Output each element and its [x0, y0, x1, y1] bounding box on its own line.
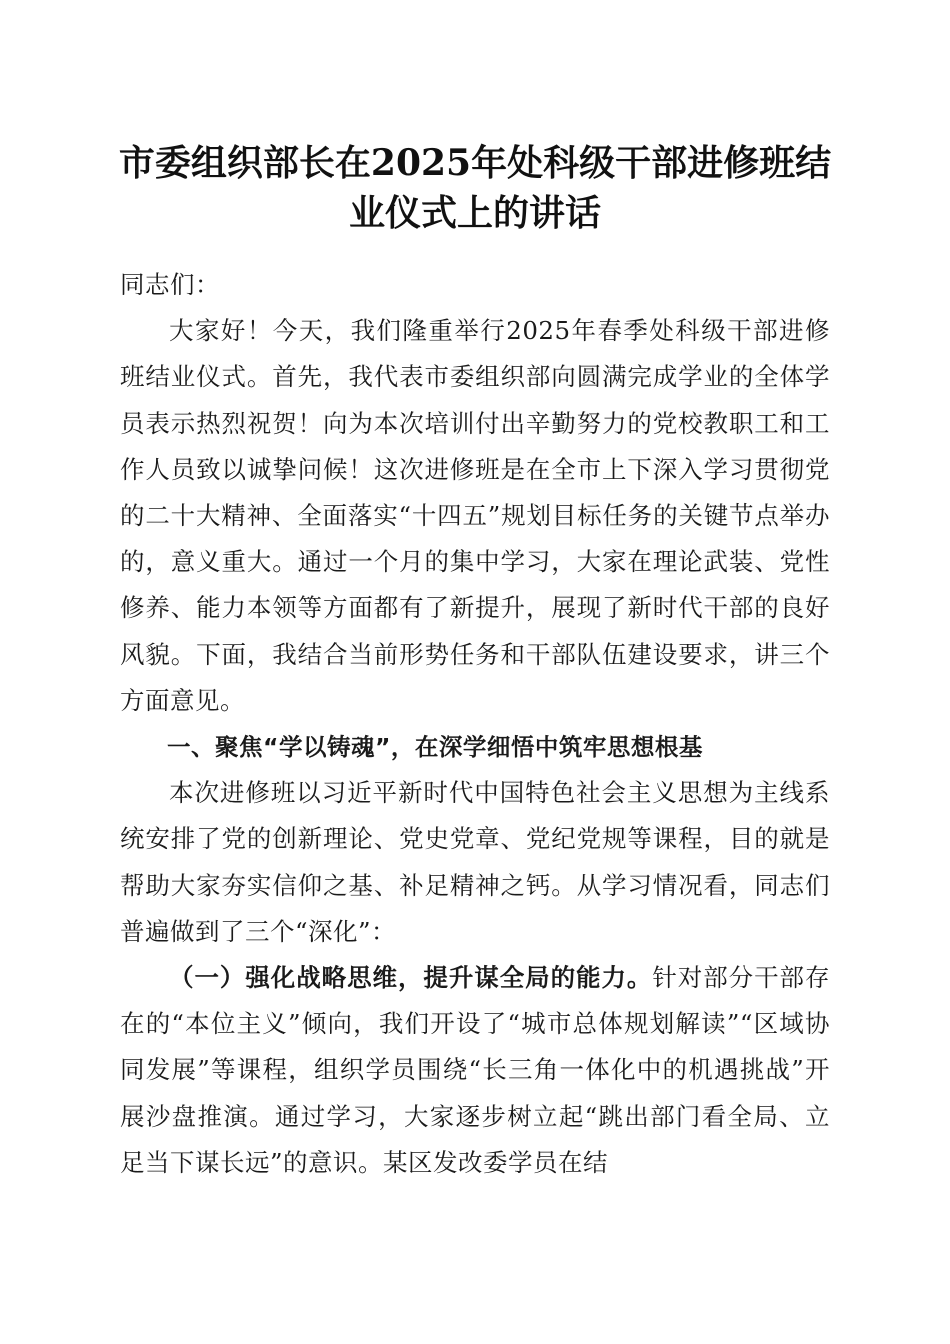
title-line-2: 业仪式上的讲话 — [348, 192, 601, 234]
title-line-1: 市委组织部长在2025年处科级干部进修班结 — [118, 142, 832, 184]
section-heading-1: 一、聚焦“学以铸魂”，在深学细悟中筑牢思想根基 — [167, 733, 703, 762]
subsection-text: 针对部分干部存在的“本位主义”倾向，我们开设了“城市总体规划解读”“区域协同发展”等课程，组织学员围绕“长三角一体化中的机遇挑战”开展沙盘推演。通过学习，大家逐步树立起“跳出部门看全局、立足当下谋长远”的意识。某区发改委学员在结 — [120, 963, 830, 1177]
paragraph-opening: 大家好！今天，我们隆重举行2025年春季处科级干部进修班结业仪式。首先，我代表市委组织部向圆满完成学业的全体学员表示热烈祝贺！向为本次培训付出辛勤努力的党校教职工和工作人员致以诚挚问候！这次进修班是在全市上下深入学习贯彻党的二十大精神、全面落实“十四五”规划目标任务的关键节点举办的，意义重大。通过一个月的集中学习，大家在理论武装、党性修养、能力本领等方面都有了新提升，展现了新时代干部的良好风貌。下面，我结合当前形势任务和干部队伍建设要求，讲三个方面意见。 — [120, 316, 830, 715]
paragraph-subsection-1 — [120, 955, 830, 1186]
subsection-lead: （一）强化战略思维，提升谋全局的能力。 — [169, 963, 653, 993]
paragraph-section-1: 本次进修班以习近平新时代中国特色社会主义思想为主线系统安排了党的创新理论、党史党章、党纪党规等课程，目的就是帮助大家夯实信仰之基、补足精神之钙。从学习情况看，同志们普遍做到了三个“深化”： — [120, 778, 830, 946]
salutation: 同志们： — [120, 270, 220, 299]
document-title — [100, 138, 850, 238]
document-body — [120, 262, 830, 1186]
